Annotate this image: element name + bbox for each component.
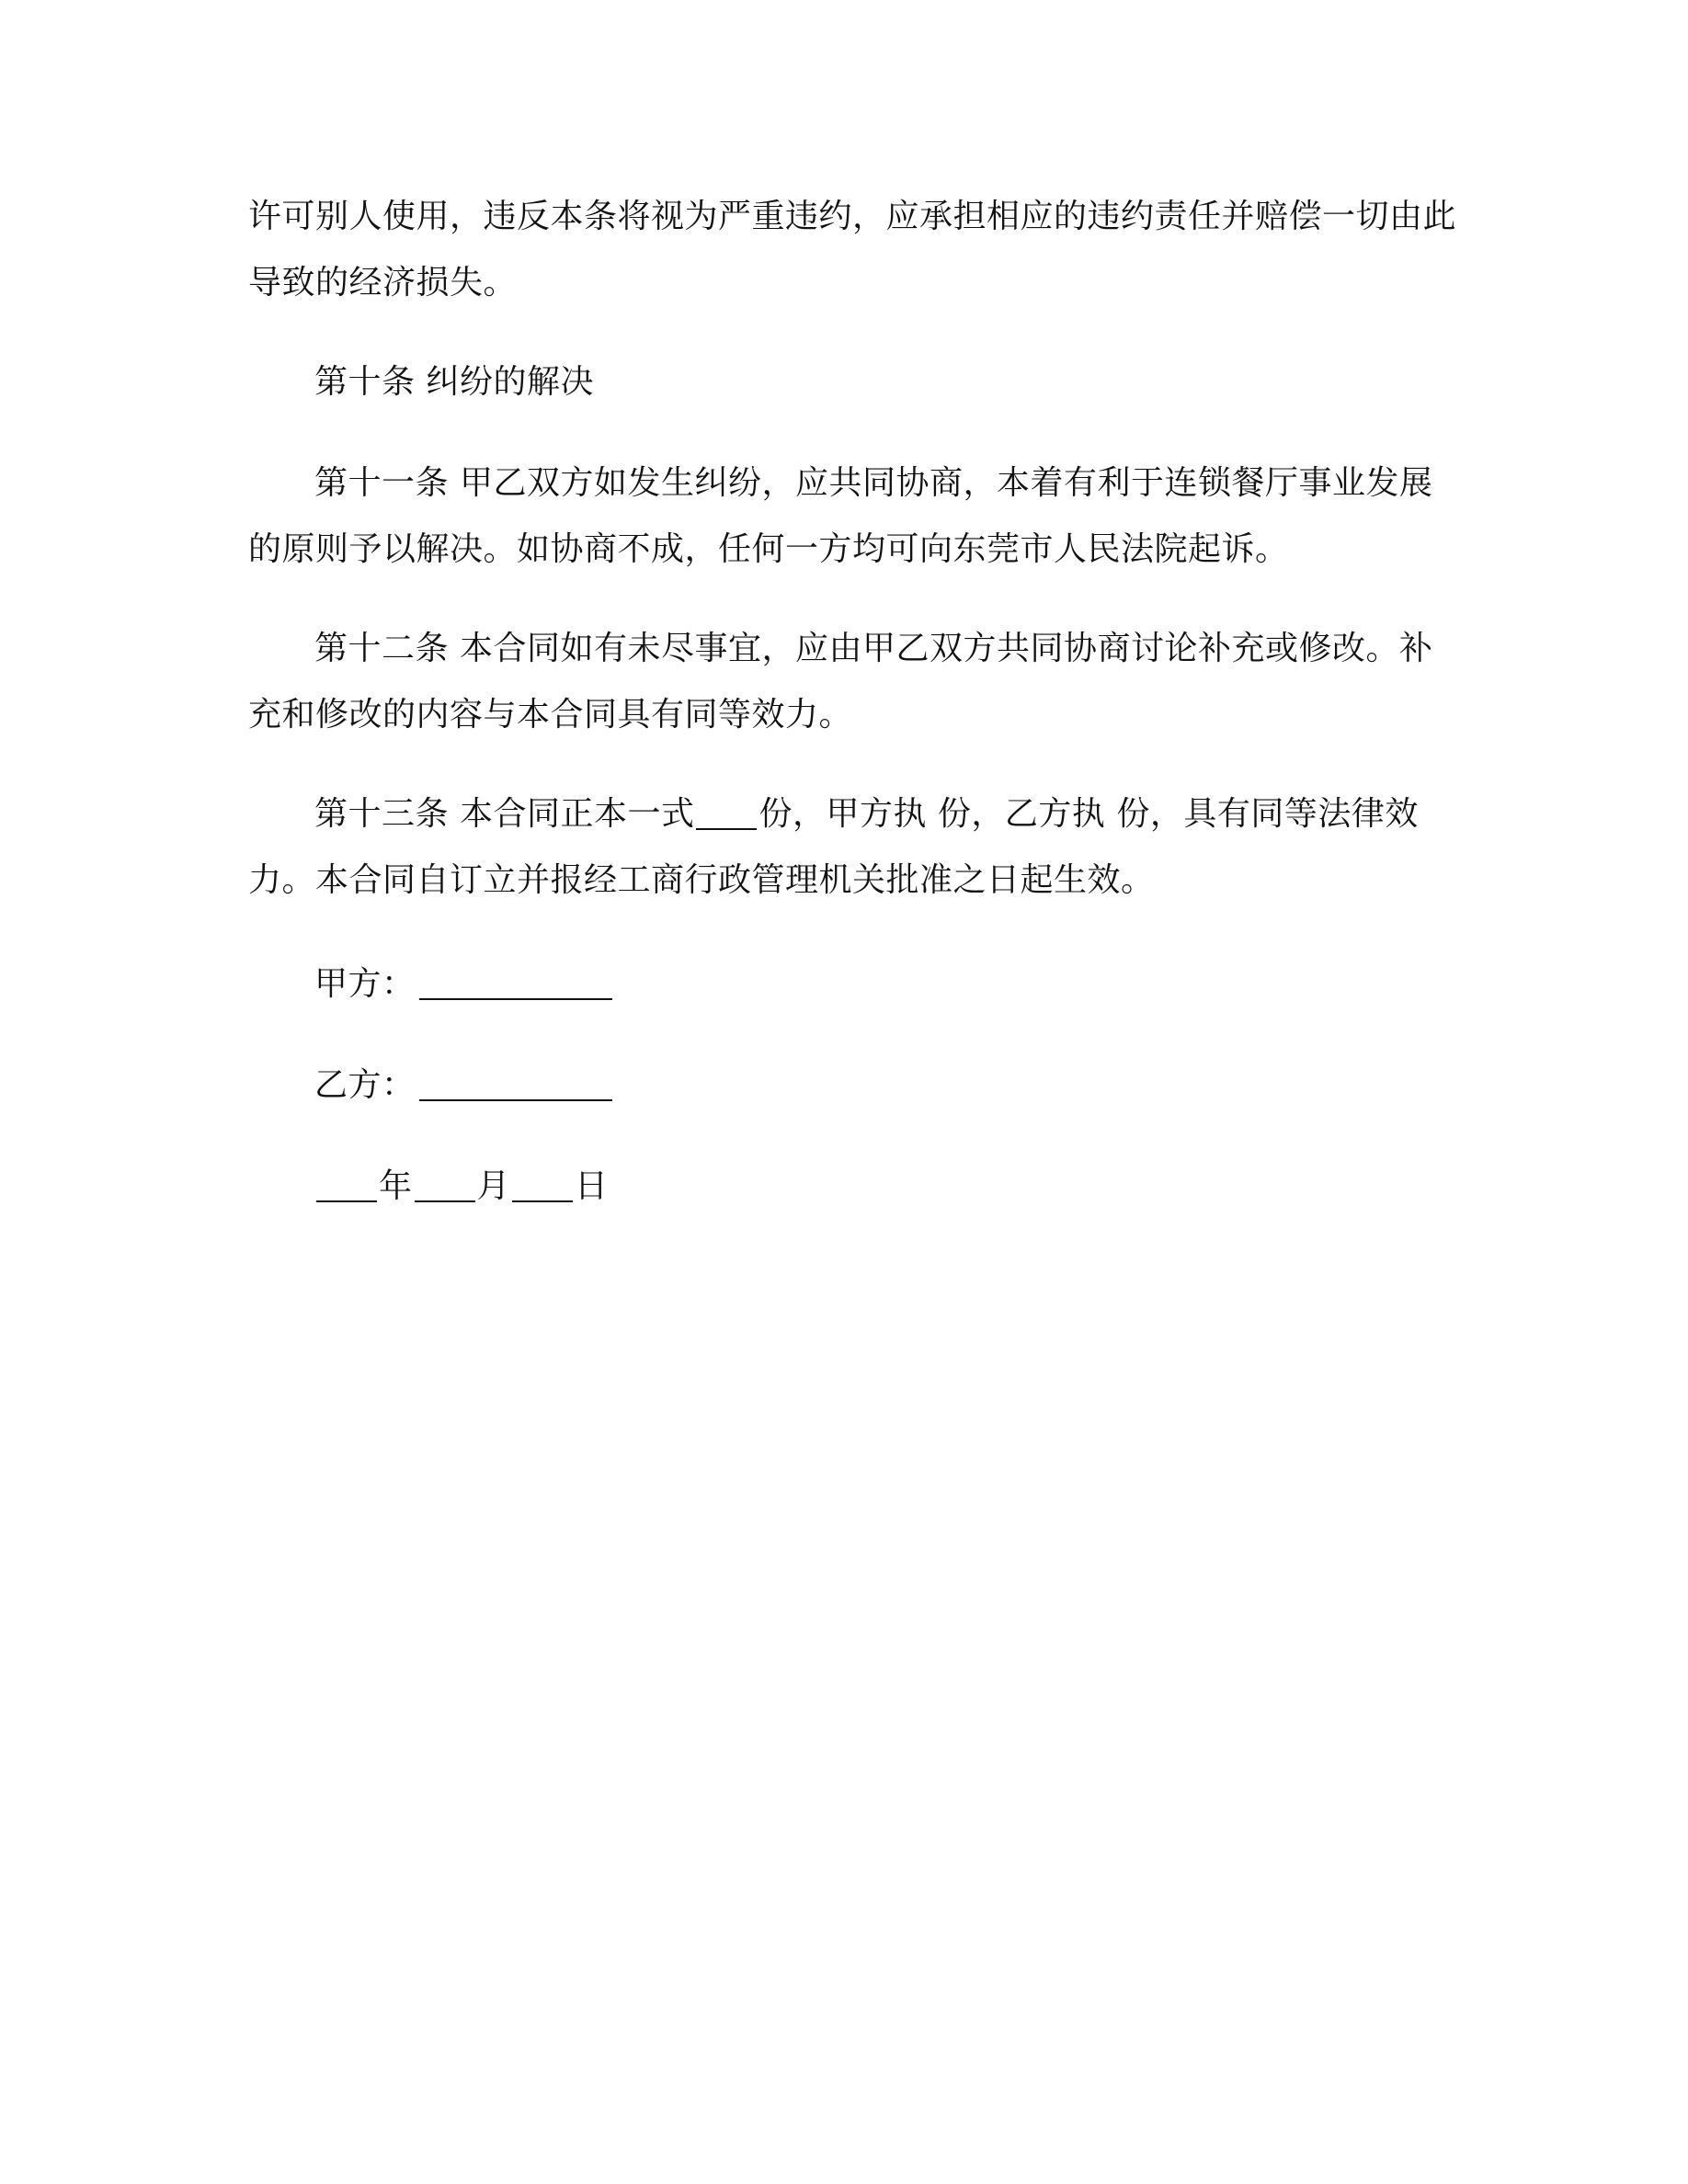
text-line: 力。本合同自订立并报经工商行政管理机关批准之日起生效。 xyxy=(248,861,1155,899)
copies-blank xyxy=(696,795,757,830)
day-label: 日 xyxy=(575,1167,609,1205)
text-line: 第十条 纠纷的解决 xyxy=(314,363,594,401)
text-line xyxy=(314,781,1510,847)
party-a-label: 甲方： xyxy=(314,965,416,1003)
party-b-signature-line xyxy=(419,1066,612,1101)
text-line: 许可别人使用，违反本条将视为严重违约，应承担相应的违约责任并赔偿一切由此 xyxy=(248,198,1457,235)
text-line: 第十一条 甲乙双方如发生纠纷，应共同协商，本着有利于连锁餐厅事业发展 xyxy=(314,464,1433,502)
text-line: 导致的经济损失。 xyxy=(248,264,518,301)
text-line xyxy=(314,1052,1510,1119)
day-blank xyxy=(512,1167,573,1202)
text-segment: 份，甲方执 份，乙方执 份，具有同等法律效 xyxy=(758,795,1419,833)
signature-party-b xyxy=(248,1052,1510,1119)
text-line xyxy=(314,1154,1510,1220)
text-line xyxy=(314,951,1510,1018)
year-blank xyxy=(316,1167,377,1202)
text-line: 的原则予以解决。如协商不成，任何一方均可向东莞市人民法院起诉。 xyxy=(248,530,1289,568)
text-line: 充和修改的内容与本合同具有同等效力。 xyxy=(248,696,853,734)
party-a-signature-line xyxy=(419,965,612,1000)
signature-party-a xyxy=(248,951,1510,1018)
signature-date xyxy=(248,1154,1510,1220)
heading-dispute-resolution xyxy=(248,349,1510,415)
paragraph-article-13-cont xyxy=(248,847,1443,914)
paragraph-article-11-cont xyxy=(248,517,1443,583)
paragraph-article-13 xyxy=(248,781,1510,847)
month-label: 月 xyxy=(476,1167,511,1205)
month-blank xyxy=(415,1167,475,1202)
paragraph-article-12 xyxy=(248,616,1510,682)
paragraph-license-clause xyxy=(248,184,1457,316)
paragraph-article-12-cont xyxy=(248,682,1443,748)
text-line: 第十二条 本合同如有未尽事宜，应由甲乙双方共同协商讨论补充或修改。补 xyxy=(314,630,1433,667)
paragraph-article-11 xyxy=(248,450,1510,517)
party-b-label: 乙方： xyxy=(314,1066,416,1104)
year-label: 年 xyxy=(379,1167,413,1205)
text-segment: 第十三条 本合同正本一式 xyxy=(314,795,695,833)
